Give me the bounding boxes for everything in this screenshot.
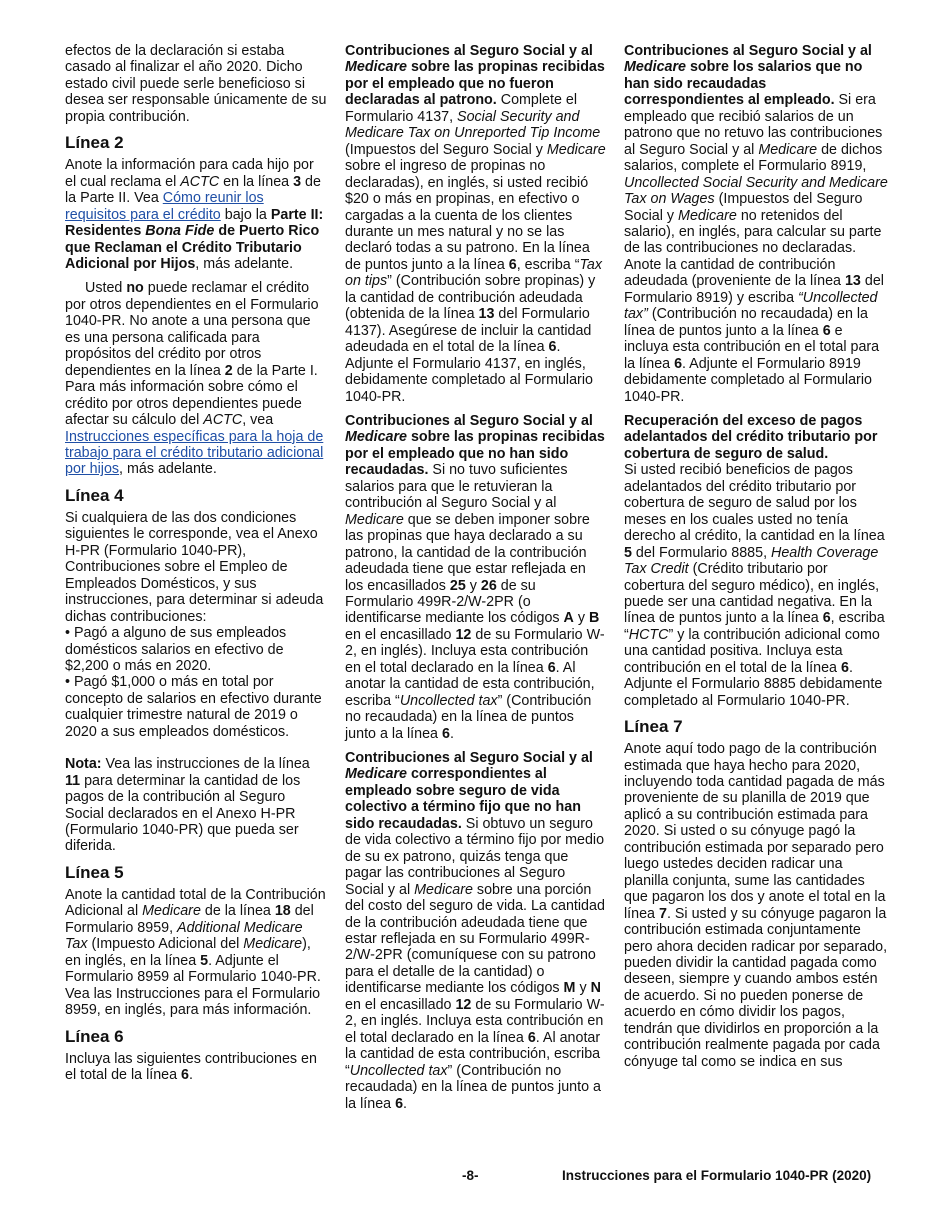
column-1 (65, 43, 327, 1091)
column-2 (345, 43, 607, 1120)
section-salarios-no-recaudados: Contribuciones al Seguro Social y al Medicare sobre los salarios que no han sido recaudadas correspondientes al empleado. Si era empleado que recibió salarios de un patrono que no retuvo las contribuciones al Seguro Social y al Medicare de dichos salarios, complete el Formulario 8919, Uncollected Social Security and Medicare Tax on Wages (Impuestos del Seguro Social y Medicare no retenidos del salario), en inglés, para calcular su parte de las contribuciones no declaradas. Anote la cantidad de contribución adeudada (proveniente de la línea 13 del Formulario 8919) y escriba “Uncollected tax” (Contribución no recaudada) en la línea de puntos junto a la línea 6 e incluya esta contribución en el total para la línea 6. Adjunte el Formulario 8919 debidamente completado al Formulario 1040-PR. (624, 43, 888, 405)
section-seguro-de-vida: Contribuciones al Seguro Social y al Medicare correspondientes al empleado sobre seguro de vida colectivo a término fijo que no han sido recaudadas. Si obtuvo un seguro de vida colectivo a término fijo por medio de su ex patrono, quizás tenga que pagar las contribuciones al Seguro Social y al Medicare sobre una porción del costo del seguro de vida. La cantidad de la contribución adeudada tiene que estar reflejada en su Formulario 499R-2/W-2PR (comuníquese con su patrono para el detalle de la cantidad) o identificarse mediante los códigos M y N en el encasillado 12 de su Formulario W-2, en inglés. Incluya esta contribución en el total declarado en la línea 6. Al anotar la cantidad de esta contribución, escriba “Uncollected tax” (Contribución no recaudada) en la línea de puntos junto a la línea 6. (345, 750, 605, 1112)
heading-linea-7: Línea 7 (624, 717, 683, 737)
page-number: -8- (462, 1168, 479, 1183)
paragraph: efectos de la declaración si estaba casado al finalizar el año 2020. Dicho estado civil puede serle beneficioso si desea ser responsable únicamente de su propia contribución. (65, 43, 327, 125)
link-como-reunir-requisitos[interactable]: Cómo reunir los requisitos para el crédito (65, 190, 264, 223)
bullet-item: • Pagó a alguno de sus empleados domésticos salarios en efectivo de $2,200 o más en 2020. (65, 625, 287, 674)
note: Nota: Vea las instrucciones de la línea 11 para determinar la cantidad de los pagos de la contribución al Seguro Social declarados en el Anexo H-PR (Formulario 1040-PR) que pueda ser diferida. (65, 756, 310, 855)
heading-linea-6: Línea 6 (65, 1026, 124, 1046)
paragraph: Usted no puede reclamar el crédito por otros dependientes en el Formulario 1040-PR. No anote a una persona que es una persona calificada para propósitos del crédito por otros dependientes en la línea 2 de la Parte I. Para más información sobre cómo el crédito por otros dependientes puede afectar su cálculo del ACTC, vea Instrucciones específicas para la hoja de trabajo para el crédito tributario adicional por hijos, más adelante. (65, 280, 324, 478)
heading-linea-4: Línea 4 (65, 485, 124, 505)
column-3 (624, 43, 888, 1078)
heading-linea-5: Línea 5 (65, 862, 124, 882)
form-title-footer: Instrucciones para el Formulario 1040-PR (2020) (562, 1168, 872, 1183)
section-recuperacion-exceso: Recuperación del exceso de pagos adelantados del crédito tributario por cobertura de seguro de salud. Si usted recibió beneficios de pagos adelantados del crédito tributario por cobertura de seguro de salud por los meses en los cuales usted no tenía derecho al crédito, la cantidad en la línea 5 del Formulario 8885, Health Coverage Tax Credit (Crédito tributario por cobertura del seguro médico), en inglés, puede ser una cantidad negativa. En la línea de puntos junto a la línea 6, escriba “HCTC” y la contribución adicional como una cantidad positiva. Incluya esta contribución en el total de la línea 6. Adjunte el Formulario 8885 debidamente completado al Formulario 1040-PR. (624, 412, 885, 709)
link-instrucciones-especificas[interactable]: Instrucciones específicas para la hoja de trabajo para el crédito tributario adicional por hijos (65, 428, 324, 478)
paragraph: Si cualquiera de las dos condiciones siguientes le corresponde, vea el Anexo H-PR (Formulario 1040-PR), Contribuciones sobre el Empleo de Empleados Domésticos, y sus instrucciones, para determinar si adeuda dichas contribuciones: (65, 509, 324, 625)
paragraph: Incluya las siguientes contribuciones en el total de la línea 6. (65, 1050, 317, 1084)
paragraph: Anote la cantidad total de la Contribución Adicional al Medicare de la línea 18 del Formulario 8959, Additional Medicare Tax (Impuesto Adicional del Medicare), en inglés, en la línea 5. Adjunte el Formulario 8959 al Formulario 1040-PR. Vea las Instrucciones para el Formulario 8959, en inglés, para más información. (65, 886, 326, 1019)
section-propinas-no-declaradas: Contribuciones al Seguro Social y al Medicare sobre las propinas recibidas por el empleado que no fueron declaradas al patrono. Complete el Formulario 4137, Social Security and Medicare Tax on Unreported Tip Income (Impuestos del Seguro Social y Medicare sobre el ingreso de propinas no declaradas), en inglés, si usted recibió $20 o más en propinas, en efectivo o cargadas a la cuenta de los clientes durante un mes natural y no se las declaró todas a su patrono. En la línea de puntos junto a la línea 6, escriba “Tax on tips” (Contribución sobre propinas) y la cantidad de contribución adeudada (obtenida de la línea 13 del Formulario 4137). Asegúrese de incluir la cantidad adeudada en el total de la línea 6. Adjunte el Formulario 4137, en inglés, debidamente completado al Formulario 1040-PR. (345, 43, 606, 405)
heading-linea-2: Línea 2 (65, 133, 124, 153)
bullet-item: • Pagó $1,000 o más en total por concepto de salarios en efectivo durante cualquier trimestre natural de 2019 o 2020 a sus empleados domésticos. (65, 674, 322, 740)
paragraph: Anote aquí todo pago de la contribución estimada que haya hecho para 2020, incluyendo toda cantidad pagada de más proveniente de su planilla de 2019 que aplicó a su contribución estimada para 2020. Si usted o su cónyuge pagó la contribución estimada por separado pero luego ustedes deciden radicar una planilla conjunta, sume las cantidades que pagaron los dos y anote el total en la línea 7. Si usted y su cónyuge pagaron la contribución estimada conjuntamente pero ahora deciden radicar por separado, pueden dividir la cantidad pagada como deseen, siempre y cuando ambos estén de acuerdo. Si no pueden ponerse de acuerdo en cómo dividir los pagos, tendrán que dividirlos en proporción a la contribución realmente pagada por cada cónyuge tal como se indica en sus (624, 741, 888, 1070)
paragraph: Anote la información para cada hijo por el cual reclama el ACTC en la línea 3 de la Parte II. Vea Cómo reunir los requisitos para el crédito bajo la Parte II: Residentes Bona Fide de Puerto Rico que Reclaman el Crédito Tributario Adicional por Hijos, más adelante. (65, 157, 324, 272)
section-propinas-no-recaudadas: Contribuciones al Seguro Social y al Medicare sobre las propinas recibidas por el empleado que no han sido recaudadas. Si no tuvo suficientes salarios para que le retuvieran la contribución al Seguro Social y al Medicare que se deben imponer sobre las propinas que haya declarado a su patrono, la cantidad de la contribución adeudada tiene que estar reflejada en los encasillados 25 y 26 de su Formulario 499R-2/W-2PR (o identificarse mediante los códigos A y B en el encasillado 12 de su Formulario W-2, en inglés). Incluya esta contribución en el total declarado en la línea 6. Al anotar la cantidad de esta contribución, escriba “Uncollected tax” (Contribución no recaudada) en la línea de puntos junto a la línea 6. (345, 412, 605, 742)
